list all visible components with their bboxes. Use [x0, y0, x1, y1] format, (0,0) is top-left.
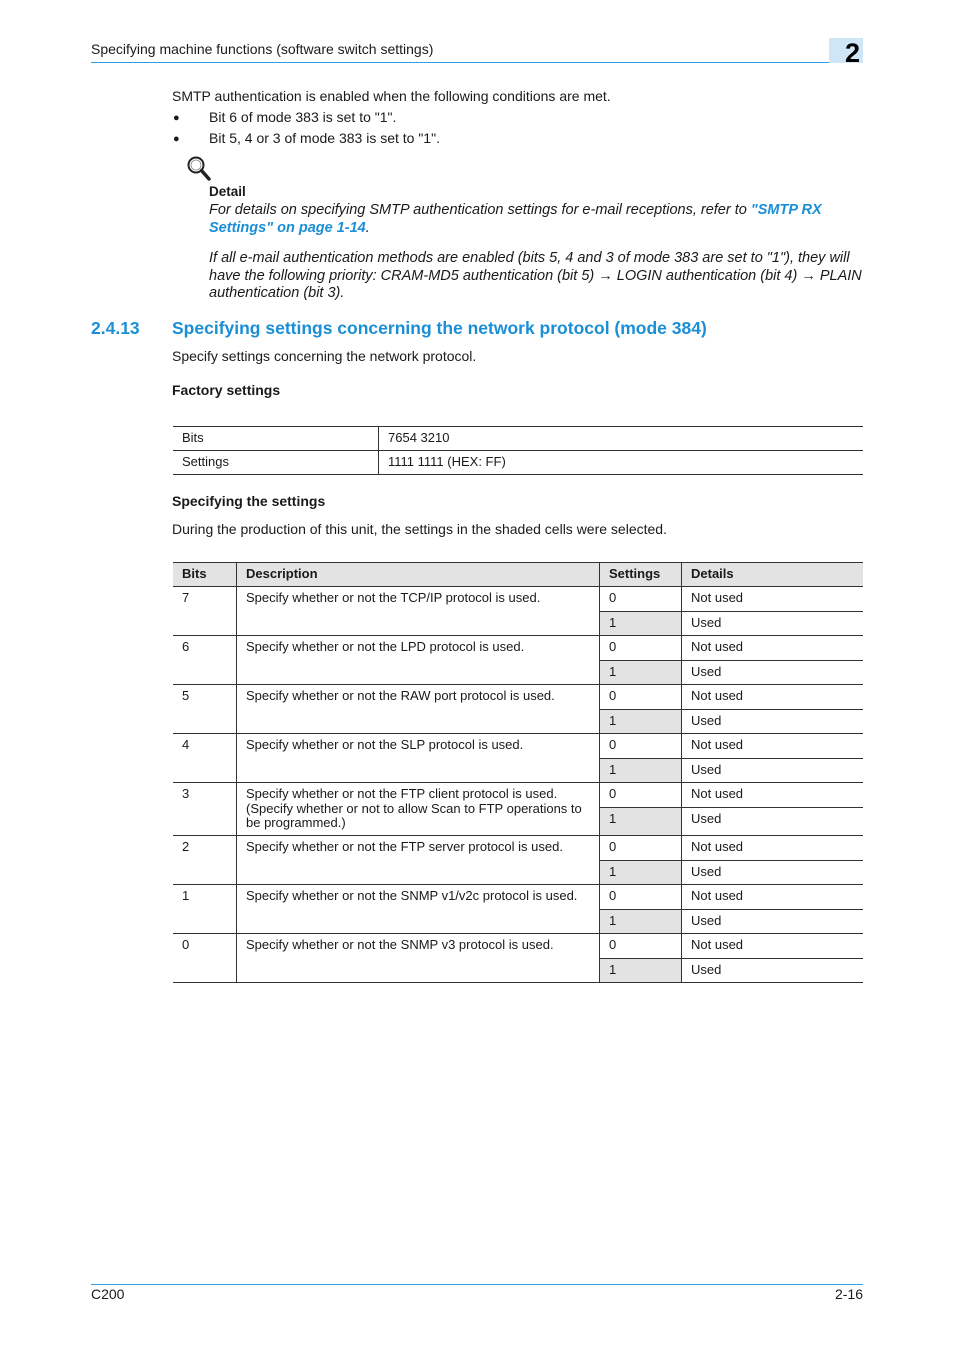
details-cell: Not used: [682, 934, 864, 959]
section-title: Specifying settings concerning the network protocol (mode 384): [172, 318, 707, 338]
smtp-rx-settings-link[interactable]: "SMTP RX: [750, 202, 822, 218]
description-cell: Specify whether or not the SNMP v1/v2c protocol is used.: [237, 885, 600, 934]
bit-cell: 7: [173, 587, 237, 636]
bit-cell: 3: [173, 783, 237, 836]
description-cell: Specify whether or not the SNMP v3 protocol is used.: [237, 934, 600, 983]
detail-text: .: [365, 219, 370, 236]
bit-cell: 4: [173, 734, 237, 783]
setting-cell: 0: [600, 934, 682, 959]
footer-rule: [91, 1284, 863, 1285]
details-cell: Not used: [682, 685, 864, 710]
factory-settings-heading: Factory settings: [172, 382, 281, 398]
setting-cell-shaded: 1: [600, 910, 682, 934]
setting-cell-shaded: 1: [600, 661, 682, 685]
details-cell: Not used: [682, 885, 864, 910]
column-header: Bits: [173, 563, 237, 587]
specifying-settings-note: During the production of this unit, the settings in the shaded cells were selected.: [172, 521, 667, 537]
table-row: [173, 934, 863, 959]
setting-cell-shaded: 1: [600, 759, 682, 783]
setting-cell: 0: [600, 636, 682, 661]
details-cell: Not used: [682, 783, 864, 808]
table-row: [173, 836, 863, 861]
bit-cell: 0: [173, 934, 237, 983]
table-row: [173, 734, 863, 759]
detail-label: Detail: [209, 184, 246, 199]
table-row: [173, 587, 863, 612]
detail-text: For details on specifying SMTP authentication settings for e-mail receptions, refer to: [209, 202, 751, 218]
setting-cell: 0: [600, 783, 682, 808]
column-header: Details: [682, 563, 864, 587]
description-cell: Specify whether or not the FTP client protocol is used. (Specify whether or not to allow Scan to FTP operations to be programmed.): [237, 783, 600, 836]
bullet-icon: ●: [173, 112, 180, 124]
bit-cell: 5: [173, 685, 237, 734]
bit-cell: 6: [173, 636, 237, 685]
setting-cell: 0: [600, 885, 682, 910]
details-cell: Not used: [682, 636, 864, 661]
setting-cell: 0: [600, 685, 682, 710]
details-cell: Used: [682, 910, 864, 934]
section-intro: Specify settings concerning the network protocol.: [172, 348, 477, 364]
settings-table-body: [173, 587, 863, 983]
specifying-settings-heading: Specifying the settings: [172, 493, 326, 509]
details-cell: Used: [682, 661, 864, 685]
table-cell: Bits: [173, 427, 379, 451]
settings-table: [173, 562, 863, 983]
description-cell: Specify whether or not the FTP server protocol is used.: [237, 836, 600, 885]
smtp-rx-settings-link[interactable]: Settings" on page 1-14: [209, 219, 366, 236]
detail-paragraph-2: [209, 250, 869, 303]
setting-cell-shaded: 1: [600, 612, 682, 636]
table-header-row: [173, 563, 863, 587]
details-cell: Not used: [682, 836, 864, 861]
details-cell: Used: [682, 759, 864, 783]
table-row: [173, 885, 863, 910]
setting-cell-shaded: 1: [600, 808, 682, 836]
detail-paragraph-1: [209, 202, 869, 237]
description-cell: Specify whether or not the RAW port protocol is used.: [237, 685, 600, 734]
table-row: [173, 451, 863, 475]
chapter-number: 2: [845, 38, 861, 68]
footer-model: C200: [91, 1286, 125, 1302]
column-header: Description: [237, 563, 600, 587]
setting-cell: 0: [600, 836, 682, 861]
table-cell: 7654 3210: [379, 427, 864, 451]
section-number: 2.4.13: [91, 318, 140, 338]
header-rule: [91, 62, 863, 63]
intro-text: SMTP authentication is enabled when the following conditions are met.: [172, 88, 611, 104]
bit-cell: 1: [173, 885, 237, 934]
setting-cell-shaded: 1: [600, 861, 682, 885]
bit-cell: 2: [173, 836, 237, 885]
bullet-icon: ●: [173, 133, 180, 145]
setting-cell-shaded: 1: [600, 959, 682, 983]
table-row: [173, 636, 863, 661]
details-cell: Not used: [682, 587, 864, 612]
detail-text: If all e-mail authentication methods are enabled (bits 5, 4 and 3 of mode 383 are set to "1"), they will: [209, 250, 850, 266]
details-cell: Used: [682, 612, 864, 636]
description-cell: Specify whether or not the TCP/IP protocol is used.: [237, 587, 600, 636]
factory-settings-table: [173, 426, 863, 475]
table-row: [173, 427, 863, 451]
description-cell: Specify whether or not the LPD protocol is used.: [237, 636, 600, 685]
details-cell: Used: [682, 710, 864, 734]
setting-cell: 0: [600, 587, 682, 612]
table-cell: 1111 1111 (HEX: FF): [379, 451, 864, 475]
running-header-title: Specifying machine functions (software switch settings): [91, 41, 434, 57]
details-cell: Used: [682, 808, 864, 836]
details-cell: Used: [682, 959, 864, 983]
detail-text: authentication (bit 3).: [209, 285, 345, 301]
footer-page-number: 2-16: [834, 1286, 863, 1302]
column-header: Settings: [600, 563, 682, 587]
setting-cell-shaded: 1: [600, 710, 682, 734]
table-row: [173, 685, 863, 710]
bullet-item: Bit 5, 4 or 3 of mode 383 is set to "1".: [209, 130, 440, 146]
table-row: [173, 783, 863, 808]
details-cell: Not used: [682, 734, 864, 759]
table-cell: Settings: [173, 451, 379, 475]
bullet-item: Bit 6 of mode 383 is set to "1".: [209, 109, 397, 125]
details-cell: Used: [682, 861, 864, 885]
description-cell: Specify whether or not the SLP protocol is used.: [237, 734, 600, 783]
detail-text: have the following priority: CRAM-MD5 authentication (bit 5) → LOGIN authentication (bit 4) → PLAIN: [209, 267, 862, 284]
setting-cell: 0: [600, 734, 682, 759]
